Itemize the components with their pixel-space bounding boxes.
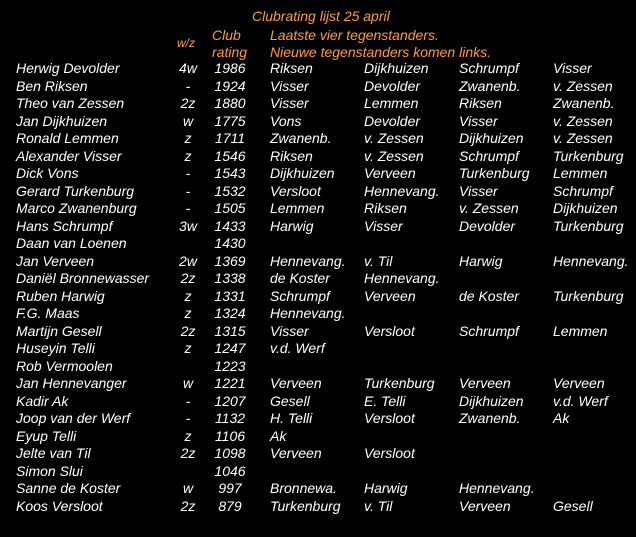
player-name: Koos Versloot (16, 497, 103, 514)
table-row (0, 445, 636, 463)
opponents-header (270, 27, 491, 61)
player-name: Hans Schrumpf (16, 217, 113, 234)
club-rating-value: 1247 (214, 340, 246, 356)
wz-value: z (184, 305, 192, 321)
opponent-1: Riksen (270, 147, 313, 164)
opponent-2: Riksen (364, 200, 407, 216)
player-name: Marco Zwanenburg (16, 200, 137, 216)
player-name: F.G. Maas (16, 305, 80, 321)
table-row (0, 200, 636, 218)
opponent-2: v. Til (364, 497, 393, 514)
opponent-2: Verveen (364, 165, 416, 181)
club-rating-value: 1207 (214, 392, 246, 409)
opponent-3: Verveen (459, 497, 511, 514)
wz-value: w (182, 480, 194, 496)
wz-value: - (185, 165, 191, 181)
club-rating-value: 1369 (214, 252, 246, 269)
table-row (0, 393, 636, 411)
opponent-2: Hennevang. (364, 270, 440, 286)
table-row (0, 375, 636, 393)
player-name: Ronald Lemmen (16, 130, 119, 146)
player-name: Theo van Zessen (16, 95, 125, 111)
opponent-1: Visser (270, 322, 309, 339)
club-rating-header (212, 27, 247, 61)
opponent-3: Schrumpf (459, 322, 519, 339)
player-name: Ben Riksen (16, 77, 88, 94)
club-rating-value: 997 (218, 480, 242, 496)
opponent-2: Harwig (364, 480, 408, 496)
opponent-1: Versloot (270, 182, 321, 199)
opponent-1: de Koster (270, 270, 330, 286)
table-row (0, 130, 636, 148)
table-row (0, 498, 636, 516)
table-row (0, 235, 636, 253)
table-row (0, 113, 636, 131)
wz-value: z (184, 287, 192, 304)
wz-value: z (184, 427, 192, 444)
club-rating-value: 1331 (214, 287, 246, 304)
club-rating-value: 1546 (214, 147, 246, 164)
opponent-1: Riksen (270, 60, 313, 76)
opponent-1: Ak (270, 427, 287, 444)
club-rating-header-line2: rating (212, 44, 248, 60)
opponent-3: Harwig (459, 252, 503, 269)
wz-value: - (185, 77, 191, 94)
club-rating-value: 1505 (214, 200, 246, 216)
opponent-2: v. Til (364, 252, 393, 269)
club-rating-value: 1046 (214, 462, 246, 479)
player-name: Kadir Ak (16, 392, 69, 409)
table-row (0, 95, 636, 113)
club-rating-value: 1223 (214, 357, 246, 374)
player-name: Ruben Harwig (16, 287, 105, 304)
player-name: Martijn Gesell (16, 322, 102, 339)
opponent-3: Turkenburg (459, 165, 530, 181)
wz-value: 2z (180, 270, 196, 286)
player-name: Sanne de Koster (16, 480, 121, 496)
opponent-3: Zwanenb. (459, 410, 521, 426)
opponent-4: Turkenburg (553, 147, 624, 164)
opponent-3: Hennevang. (459, 480, 535, 496)
opponent-4: Turkenburg (553, 287, 624, 304)
page-title: Clubrating lijst 25 april (252, 8, 390, 24)
table-row (0, 305, 636, 323)
wz-value: 2z (180, 95, 196, 111)
wz-value: - (185, 200, 191, 216)
table-row (0, 480, 636, 498)
wz-value: z (184, 130, 192, 146)
opponent-2: Versloot (364, 322, 415, 339)
opponent-2: Turkenburg (364, 375, 435, 391)
opponent-1: Lemmen (270, 200, 325, 216)
opponent-2: E. Telli (364, 392, 406, 409)
table-row (0, 463, 636, 481)
club-rating-value: 1986 (214, 60, 246, 76)
club-rating-value: 1106 (214, 427, 246, 444)
opponents-header-line2: Nieuwe tegenstanders komen links. (270, 44, 492, 60)
wz-value: z (184, 340, 192, 356)
opponent-4: v. Zessen (553, 77, 613, 94)
club-rating-value: 1924 (214, 77, 246, 94)
opponent-3: Dijkhuizen (459, 392, 524, 409)
club-rating-value: 1430 (214, 235, 246, 251)
table-row (0, 323, 636, 341)
opponent-2: Hennevang. (364, 182, 440, 199)
wz-value: 2z (180, 497, 196, 514)
club-rating-value: 1880 (214, 95, 246, 111)
opponent-4: Zwanenb. (553, 95, 615, 111)
opponent-3: v. Zessen (459, 200, 519, 216)
opponent-1: Gesell (270, 392, 310, 409)
opponent-4: Lemmen (553, 165, 608, 181)
club-rating-value: 1315 (214, 322, 246, 339)
wz-value: 3w (179, 217, 197, 234)
opponent-1: H. Telli (270, 410, 313, 426)
opponent-1: v.d. Werf (270, 340, 325, 356)
player-name: Eyup Telli (16, 427, 77, 444)
opponent-3: Verveen (459, 375, 511, 391)
opponent-2: Versloot (364, 410, 415, 426)
table-row (0, 340, 636, 358)
opponent-1: Hennevang. (270, 305, 346, 321)
wz-value: 2w (179, 252, 197, 269)
club-rating-value: 1711 (214, 130, 246, 146)
table-row (0, 358, 636, 376)
opponent-4: Dijkhuizen (553, 200, 618, 216)
opponent-1: Hennevang. (270, 252, 346, 269)
player-name: Daan van Loenen (16, 235, 127, 251)
table-row (0, 60, 636, 78)
opponents-header-line1: Laatste vier tegenstanders. (270, 27, 439, 43)
table-row (0, 270, 636, 288)
table-row (0, 148, 636, 166)
player-name: Simon Slui (16, 462, 83, 479)
opponent-4: Gesell (553, 497, 593, 514)
opponent-3: de Koster (459, 287, 519, 304)
table-row (0, 218, 636, 236)
table-row (0, 428, 636, 446)
club-rating-value: 879 (218, 497, 242, 514)
opponent-3: Schrumpf (459, 60, 519, 76)
opponent-4: Lemmen (553, 322, 608, 339)
opponent-2: Verveen (364, 287, 416, 304)
opponent-4: v. Zessen (553, 112, 613, 129)
opponent-1: Verveen (270, 375, 322, 391)
wz-column-header: w/z (177, 36, 195, 50)
club-rating-value: 1324 (214, 305, 246, 321)
table-row (0, 253, 636, 271)
opponent-2: Devolder (364, 77, 421, 94)
table-row (0, 78, 636, 96)
opponent-1: Bronnewa. (270, 480, 337, 496)
opponent-3: Visser (459, 182, 498, 199)
player-name: Gerard Turkenburg (16, 182, 135, 199)
player-name: Rob Vermoolen (16, 357, 113, 374)
club-rating-value: 1338 (214, 270, 246, 286)
club-rating-value: 1098 (214, 445, 246, 461)
player-name: Huseyin Telli (16, 340, 95, 356)
opponent-1: Visser (270, 95, 309, 111)
opponent-1: Visser (270, 77, 309, 94)
opponent-1: Zwanenb. (270, 130, 332, 146)
opponent-2: Lemmen (364, 95, 419, 111)
opponent-2: Devolder (364, 112, 421, 129)
opponent-4: v.d. Werf (553, 392, 608, 409)
opponent-2: v. Zessen (364, 147, 424, 164)
club-rating-value: 1221 (214, 375, 246, 391)
club-rating-value: 1775 (214, 112, 246, 129)
opponent-1: Vons (270, 112, 302, 129)
opponent-4: Verveen (553, 375, 605, 391)
opponent-3: Dijkhuizen (459, 130, 524, 146)
table-row (0, 410, 636, 428)
wz-value: 2z (180, 322, 196, 339)
opponent-1: Harwig (270, 217, 314, 234)
opponent-3: Riksen (459, 95, 502, 111)
opponent-3: Visser (459, 112, 498, 129)
player-name: Herwig Devolder (16, 60, 120, 76)
opponent-4: v. Zessen (553, 130, 613, 146)
rating-table (0, 60, 636, 515)
player-name: Jan Hennevanger (16, 375, 127, 391)
opponent-1: Turkenburg (270, 497, 341, 514)
opponent-4: Turkenburg (553, 217, 624, 234)
player-name: Jelte van Til (16, 445, 91, 461)
club-rating-header-line1: Club (212, 27, 241, 43)
wz-value: - (185, 392, 191, 409)
club-rating-value: 1532 (214, 182, 246, 199)
opponent-1: Dijkhuizen (270, 165, 335, 181)
club-rating-value: 1132 (214, 410, 246, 426)
table-row (0, 288, 636, 306)
opponent-2: Versloot (364, 445, 415, 461)
wz-value: - (185, 182, 191, 199)
club-rating-value: 1433 (214, 217, 246, 234)
wz-value: z (184, 147, 192, 164)
opponent-3: Devolder (459, 217, 516, 234)
opponent-1: Verveen (270, 445, 322, 461)
player-name: Jan Verveen (16, 252, 95, 269)
player-name: Alexander Visser (16, 147, 122, 164)
club-rating-value: 1543 (214, 165, 246, 181)
wz-value: w (182, 375, 194, 391)
opponent-4: Schrumpf (553, 182, 613, 199)
player-name: Joop van der Werf (16, 410, 131, 426)
opponent-2: Visser (364, 217, 403, 234)
wz-value: w (182, 112, 194, 129)
opponent-4: Hennevang. (553, 252, 629, 269)
opponent-3: Zwanenb. (459, 77, 521, 94)
wz-value: - (185, 410, 191, 426)
opponent-2: v. Zessen (364, 130, 424, 146)
opponent-2: Dijkhuizen (364, 60, 429, 76)
wz-value: 4w (179, 60, 197, 76)
opponent-4: Ak (553, 410, 570, 426)
player-name: Jan Dijkhuizen (16, 112, 108, 129)
opponent-3: Schrumpf (459, 147, 519, 164)
player-name: Daniël Bronnewasser (16, 270, 150, 286)
opponent-4: Visser (553, 60, 592, 76)
table-row (0, 183, 636, 201)
wz-value: 2z (180, 445, 196, 461)
opponent-1: Schrumpf (270, 287, 330, 304)
table-row (0, 165, 636, 183)
player-name: Dick Vons (16, 165, 79, 181)
